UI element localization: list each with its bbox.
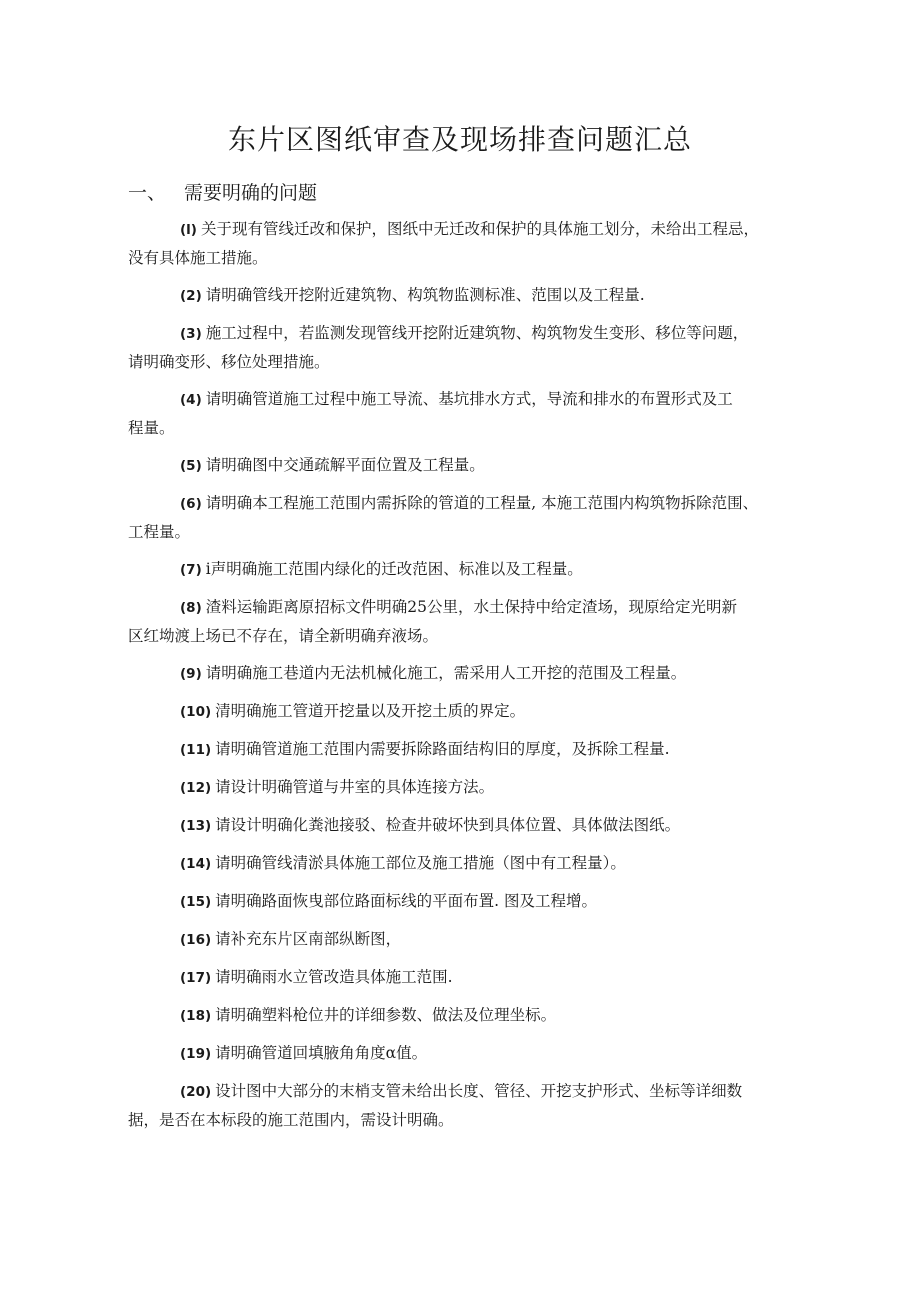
item-text: 请明确本工程施工范围内需拆除的管道的工程量, 本施工范围内构筑物拆除范围、: [205, 494, 759, 512]
item-text: 请设计明确化粪池接驳、检查井破坏快到具体位置、具体做法图纸。: [215, 816, 681, 834]
item-text: 渣料运输距离原招标文件明确25公里，水土保持中给定渣场，现原给定光明新: [205, 598, 737, 616]
item-text: i声明确施工范围内绿化的迁改范困、标准以及工程量。: [205, 560, 583, 578]
item-first-line: [128, 1077, 800, 1106]
list-item: [128, 1077, 800, 1134]
item-continuation: 请明确变形、移位处理措施。: [128, 353, 330, 371]
list-item: [128, 887, 800, 916]
item-index: (11): [180, 742, 212, 758]
item-index: (12): [180, 780, 212, 796]
item-text: 施工过程中，若监测发现管线开挖附近建筑物、构筑物发生变形、移位等问题，: [205, 324, 749, 342]
list-item: [128, 593, 800, 650]
item-text: 请明确管道施工过程中施工导流、基坑排水方式，导流和排水的布置形式及工: [205, 390, 733, 408]
item-first-line: [128, 215, 800, 244]
item-text: 请明确施工巷道内无法机械化施工，需采用人工开挖的范围及工程量。: [205, 664, 687, 682]
item-first-line: [128, 963, 800, 992]
list-item: [128, 1001, 800, 1030]
list-item: [128, 735, 800, 764]
item-continuation: 没有具体施工措施。: [128, 249, 268, 267]
item-index: (l): [180, 222, 197, 238]
list-item: [128, 849, 800, 878]
item-first-line: [128, 555, 800, 584]
item-text: 请明确管线开挖附近建筑物、构筑物监测标准、范围以及工程量.: [205, 286, 645, 304]
item-index: (19): [180, 1046, 212, 1062]
item-text: 请明确塑料枪位井的详细参数、做法及位理坐标。: [215, 1006, 557, 1024]
item-text: 请明确图中交通疏解平面位置及工程量。: [205, 456, 485, 474]
issue-list: [128, 215, 800, 1143]
item-first-line: [128, 319, 800, 348]
item-index: (8): [180, 600, 202, 616]
item-first-line: [128, 849, 800, 878]
item-first-line: [128, 659, 800, 688]
item-first-line: [128, 1039, 800, 1068]
item-text: 请明确路面恢曳部位路面标线的平面布置. 图及工程增。: [215, 892, 597, 910]
document-title: 东片区图纸审查及现场排查问题汇总: [227, 123, 692, 156]
item-index: (4): [180, 392, 202, 408]
item-index: (18): [180, 1008, 212, 1024]
item-index: (15): [180, 894, 212, 910]
item-first-line: [128, 925, 800, 954]
item-text: 请明确管道回填腋角角度α值。: [215, 1044, 428, 1062]
item-first-line: [128, 735, 800, 764]
item-first-line: [128, 451, 800, 480]
item-index: (6): [180, 496, 202, 512]
item-index: (7): [180, 562, 202, 578]
list-item: [128, 697, 800, 726]
item-first-line: [128, 593, 800, 622]
list-item: [128, 451, 800, 480]
item-index: (2): [180, 288, 202, 304]
item-index: (17): [180, 970, 212, 986]
list-item: [128, 659, 800, 688]
item-index: (3): [180, 326, 202, 342]
item-index: (14): [180, 856, 212, 872]
list-item: [128, 773, 800, 802]
item-text: 清明确施工管道开挖量以及开挖土质的界定。: [215, 702, 526, 720]
list-item: [128, 385, 800, 442]
item-first-line: [128, 489, 800, 518]
item-first-line: [128, 887, 800, 916]
item-index: (13): [180, 818, 212, 834]
list-item: [128, 319, 800, 376]
item-index: (9): [180, 666, 202, 682]
list-item: [128, 215, 800, 272]
list-item: [128, 281, 800, 310]
section-title: 需要明确的问题: [184, 182, 318, 204]
item-text: 设计图中大部分的末梢支管未给出长度、管径、开挖支护形式、坐标等详细数: [215, 1082, 743, 1100]
item-text: 请明确雨水立管改造具体施工范围.: [215, 968, 453, 986]
item-continuation: 程量。: [128, 419, 175, 437]
list-item: [128, 489, 800, 546]
item-first-line: [128, 385, 800, 414]
item-index: (20): [180, 1084, 212, 1100]
item-index: (16): [180, 932, 212, 948]
item-first-line: [128, 773, 800, 802]
list-item: [128, 1039, 800, 1068]
list-item: [128, 963, 800, 992]
item-text: 请补充东片区南部纵断图，: [215, 930, 402, 948]
list-item: [128, 555, 800, 584]
item-index: (10): [180, 704, 212, 720]
item-continuation: 区红坳渡上场已不存在，请全新明确弃液场。: [128, 627, 439, 645]
item-text: 请设计明确管道与井室的具体连接方法。: [215, 778, 495, 796]
item-first-line: [128, 811, 800, 840]
item-first-line: [128, 697, 800, 726]
item-index: (5): [180, 458, 202, 474]
section-number: 一、: [128, 182, 167, 204]
item-first-line: [128, 1001, 800, 1030]
item-continuation: 工程量。: [128, 523, 191, 541]
item-first-line: [128, 281, 800, 310]
item-text: 关于现有管线迁改和保护，图纸中无迁改和保护的具体施工划分，未给出工程忌，: [200, 220, 759, 238]
list-item: [128, 811, 800, 840]
item-continuation: 据，是否在本标段的施工范围内，需设计明确。: [128, 1111, 454, 1129]
item-text: 请明确管道施工范围内需要拆除路面结构旧的厚度，及拆除工程量.: [215, 740, 670, 758]
section-heading: [128, 178, 317, 205]
item-text: 请明确管线清淤具体施工部位及施工措施（图中有工程量）。: [215, 854, 626, 872]
list-item: [128, 925, 800, 954]
